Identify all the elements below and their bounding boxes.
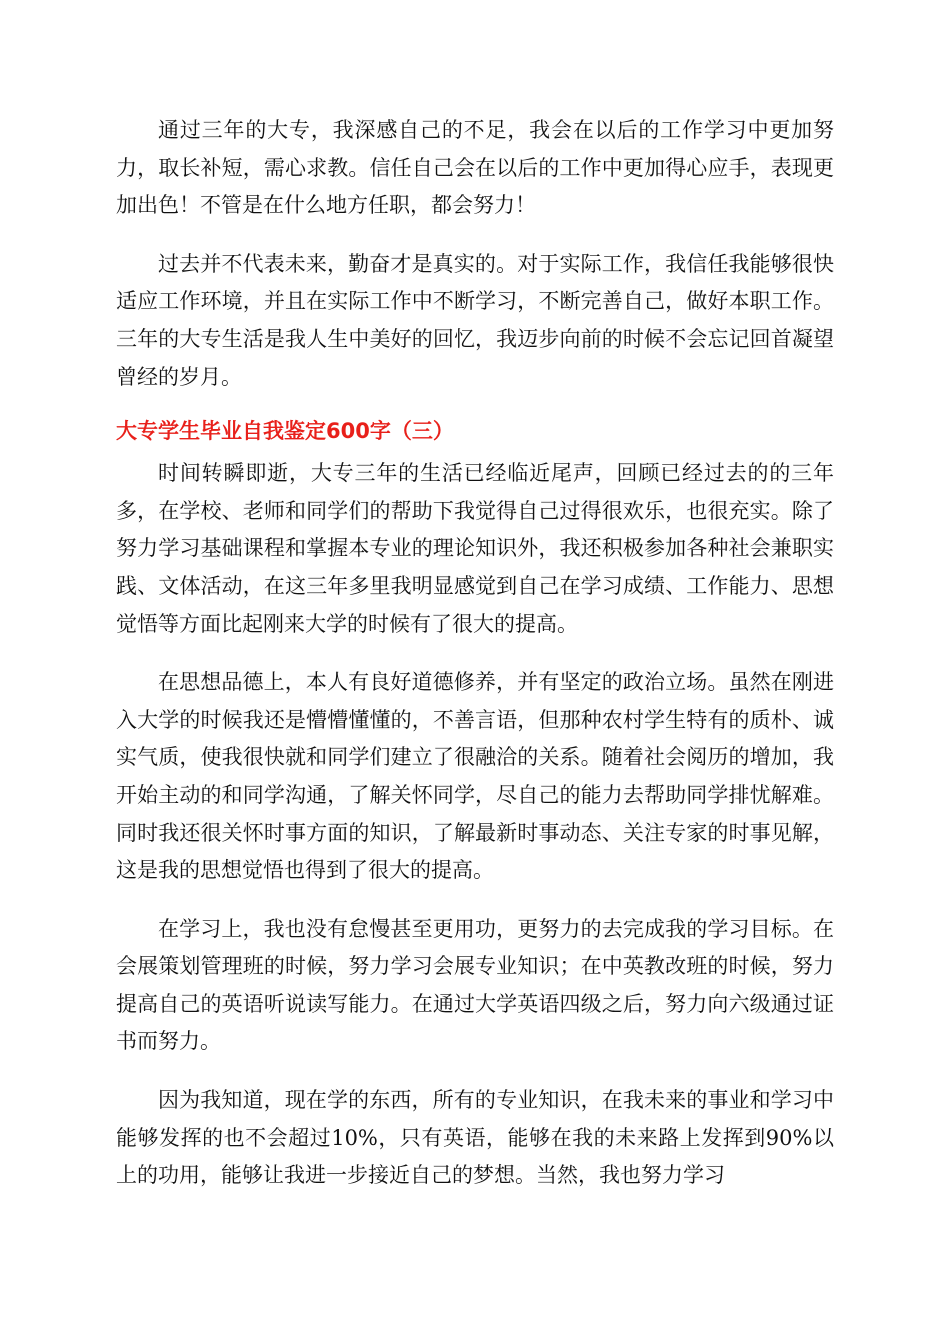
document-body: [116, 112, 834, 1195]
paragraph-3: 时间转瞬即逝，大专三年的生活已经临近尾声，回顾已经过去的的三年多，在学校、老师和同学们的帮助下我觉得自己过得很欢乐，也很充实。除了努力学习基础课程和掌握本专业的理论知识外，我还积极参加各种社会兼职实践、文体活动，在这三年多里我明显感觉到自己在学习成绩、工作能力、思想觉悟等方面比起刚来大学的时候有了很大的提高。: [116, 461, 834, 636]
heading-gap: [116, 445, 834, 455]
paragraph-gap: [116, 1061, 834, 1082]
paragraph-1: 通过三年的大专，我深感自己的不足，我会在以后的工作学习中更加努力，取长补短，需心求教。信任自己会在以后的工作中更加得心应手，表现更加出色！不管是在什么地方任职，都会努力！: [116, 118, 834, 218]
paragraph-gap: [116, 643, 834, 664]
paragraph-6: 因为我知道，现在学的东西，所有的专业知识，在我未来的事业和学习中能够发挥的也不会超过10%，只有英语，能够在我的未来路上发挥到90%以上的功用，能够让我进一步接近自己的梦想。当然，我也努力学习: [116, 1088, 834, 1188]
paragraph-gap: [116, 396, 834, 417]
paragraph-gap: [116, 225, 834, 246]
paragraph-5: 在学习上，我也没有怠慢甚至更用功，更努力的去完成我的学习目标。在会展策划管理班的时候，努力学习会展专业知识；在中英教改班的时候，努力提高自己的英语听说读写能力。在通过大学英语四级之后，努力向六级通过证书而努力。: [116, 916, 834, 1054]
section-heading: 大专学生毕业自我鉴定600字（三）: [116, 419, 454, 444]
paragraph-2: 过去并不代表未来，勤奋才是真实的。对于实际工作，我信任我能够很快适应工作环境，并且在实际工作中不断学习，不断完善自己，做好本职工作。三年的大专生活是我人生中美好的回忆，我迈步向前的时候不会忘记回首凝望曾经的岁月。: [116, 251, 834, 389]
paragraph-4: 在思想品德上，本人有良好道德修养，并有坚定的政治立场。虽然在刚进入大学的时候我还是懵懵懂懂的，不善言语，但那种农村学生特有的质朴、诚实气质，使我很快就和同学们建立了很融洽的关系。随着社会阅历的增加，我开始主动的和同学沟通，了解关怀同学，尽自己的能力去帮助同学排忧解难。同时我还很关怀时事方面的知识，了解最新时事动态、关注专家的时事见解，这是我的思想觉悟也得到了很大的提高。: [116, 670, 834, 883]
paragraph-gap: [116, 890, 834, 911]
